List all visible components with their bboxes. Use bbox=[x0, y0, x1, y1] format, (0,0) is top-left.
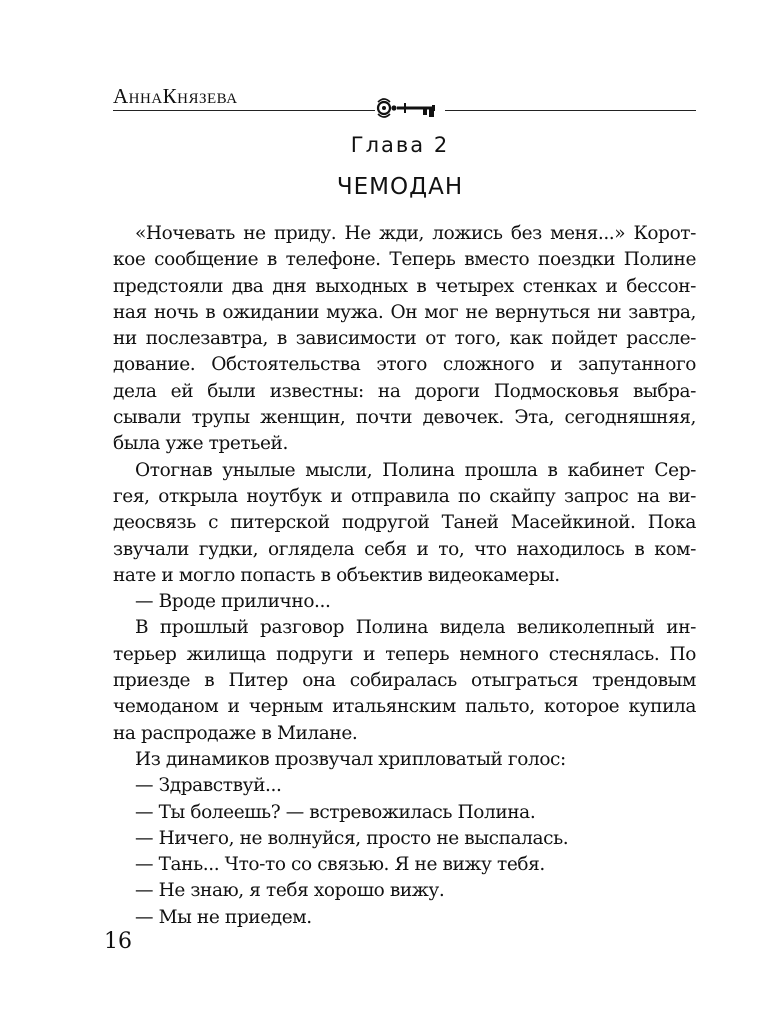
text-line: В прошлый разговор Полина видела великолепный ин- bbox=[135, 617, 696, 639]
text-line: — Тань... Что-то со связью. Я не вижу тебя. bbox=[135, 854, 545, 876]
key-ornament-icon bbox=[375, 95, 445, 121]
text-line: Отогнав унылые мысли, Полина прошла в кабинет Сер- bbox=[135, 459, 696, 481]
running-head-author: АннаКнязева bbox=[113, 84, 238, 108]
text-line: деосвязь с питерской подругой Таней Масейкиной. Пока bbox=[113, 512, 696, 534]
text-line: — Здравствуй... bbox=[135, 775, 282, 797]
text-line: ни послезавтра, в зависимости от того, как пойдет рассле- bbox=[113, 328, 696, 350]
text-line: приезде в Питер она собиралась отыграться трендовым bbox=[113, 670, 696, 692]
page-number: 16 bbox=[104, 929, 132, 954]
chapter-label: Глава 2 bbox=[350, 133, 450, 157]
text-line: дование. Обстоятельства этого сложного и запутанного bbox=[113, 354, 696, 376]
chapter-title: ЧЕМОДАН bbox=[336, 174, 464, 200]
text-line: — Ничего, не волнуйся, просто не выспалась. bbox=[135, 827, 569, 849]
text-line: предстояли два дня выходных в четырех стенках и бессон- bbox=[113, 275, 696, 297]
text-line: чемоданом и черным итальянским пальто, которое купила bbox=[113, 696, 696, 718]
text-line: кое сообщение в телефоне. Теперь вместо поездки Полине bbox=[113, 249, 696, 271]
text-line: была уже третьей. bbox=[113, 433, 288, 455]
text-line: ная ночь в ожидании мужа. Он мог не вернуться ни завтра, bbox=[113, 301, 696, 323]
body-text bbox=[113, 221, 696, 931]
text-line: гея, открыла ноутбук и отправила по скайпу запрос на ви- bbox=[113, 485, 696, 507]
text-line: — Вроде прилично... bbox=[135, 591, 331, 613]
text-line: «Ночевать не приду. Не жди, ложись без меня...» Корот- bbox=[135, 223, 696, 244]
text-line: Из динамиков прозвучал хрипловатый голос: bbox=[135, 748, 566, 770]
text-line: — Мы не приедем. bbox=[135, 906, 312, 928]
text-line: терьер жилища подруги и теперь немного стеснялась. По bbox=[113, 643, 696, 665]
text-line: звучали гудки, оглядела себя и то, что находилось в ком- bbox=[113, 538, 696, 560]
text-line: на распродаже в Милане. bbox=[113, 722, 358, 744]
text-line: нате и могло попасть в объектив видеокамеры. bbox=[113, 564, 560, 586]
text-line: дела ей были известны: на дороги Подмосковья выбра- bbox=[113, 380, 696, 402]
text-line: сывали трупы женщин, почти девочек. Эта, сегодняшняя, bbox=[113, 407, 696, 429]
text-line: — Не знаю, я тебя хорошо вижу. bbox=[135, 880, 445, 902]
text-line: — Ты болеешь? — встревожилась Полина. bbox=[135, 801, 536, 823]
